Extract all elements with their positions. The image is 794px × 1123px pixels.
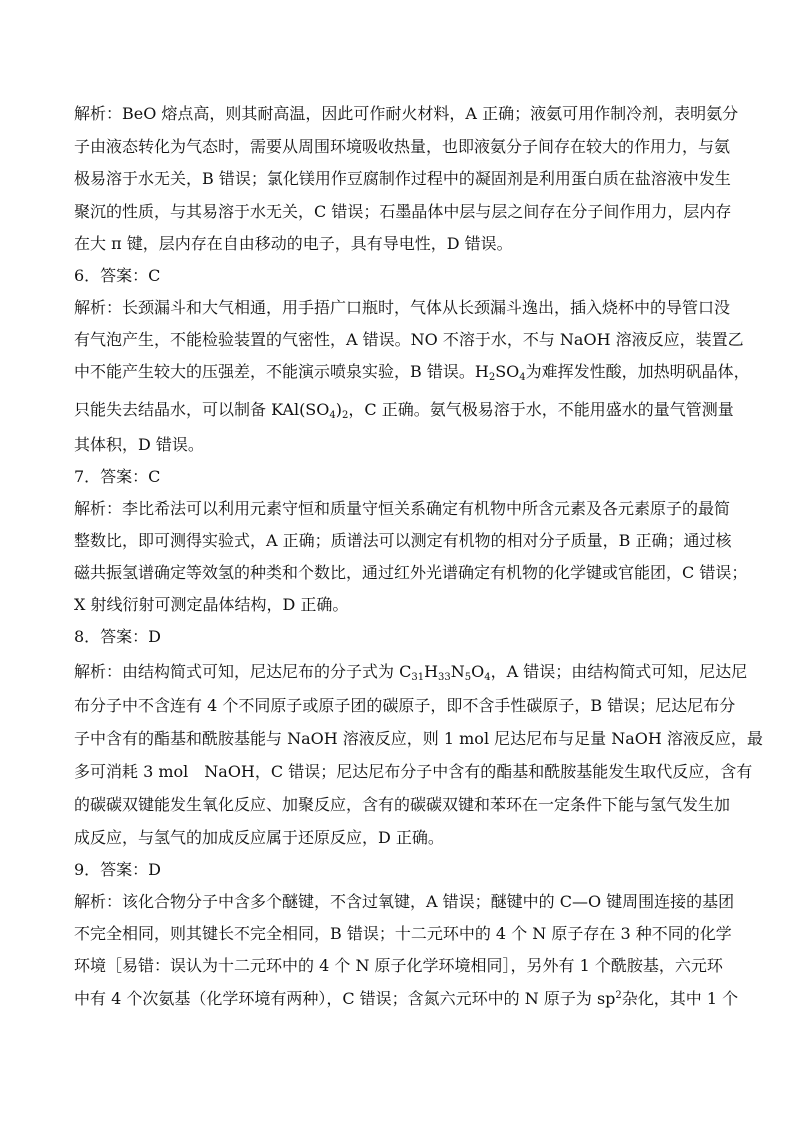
text-line: 磁共振氢谱确定等效氢的种类和个数比，通过红外光谱确定有机物的化学键或官能团，C 错误； — [74, 563, 748, 582]
subscript: 5 — [464, 672, 472, 683]
text-span: 解析：由结构简式可知，尼达尼布的分子式为 C — [74, 662, 412, 681]
text-line: 解析：长颈漏斗和大气相通，用手捂广口瓶时，气体从长颈漏斗逸出，插入烧杯中的导管口没 — [74, 298, 731, 317]
text-line — [74, 662, 748, 683]
text-span: 为难挥发性酸，加热明矾晶体， — [525, 362, 750, 381]
text-span: 中有 4 个次氨基（化学环境有两种），C 错误；含氮六元环中的 N 原子为 sp — [74, 989, 616, 1008]
text-line — [74, 989, 739, 1009]
text-span: SO — [495, 362, 520, 381]
text-line: 解析：该化合物分子中含多个醚键，不含过氧键，A 错误；醚键中的 C—O 键周围连接的基团 — [74, 892, 735, 911]
text-line — [74, 400, 734, 421]
subscript: 2 — [488, 372, 496, 383]
text-line: 其体积，D 错误。 — [74, 435, 204, 454]
answer-heading: 9．答案：D — [74, 860, 162, 879]
text-line: X 射线衍射可测定晶体结构，D 正确。 — [74, 595, 349, 614]
text-line: 极易溶于水无关，B 错误；氯化镁用作豆腐制作过程中的凝固剂是利用蛋白质在盐溶液中发生 — [74, 169, 731, 188]
text-line: 解析：李比希法可以利用元素守恒和质量守恒关系确定有机物中所含元素及各元素原子的最简 — [74, 499, 731, 518]
text-line: 多可消耗 3 mol NaOH，C 错误；尼达尼布分子中含有的酯基和酰胺基能发生取代反应，含有 — [74, 762, 753, 781]
text-span: N — [450, 662, 465, 681]
text-span: 中不能产生较大的压强差，不能演示喷泉实验，B 错误。H — [74, 362, 489, 381]
text-span: 只能失去结晶水，可以制备 KAl(SO — [74, 400, 330, 419]
text-span: ，A 错误；由结构简式可知，尼达尼 — [490, 662, 748, 681]
subscript: 4 — [329, 410, 336, 421]
text-line: 的碳碳双键能发生氧化反应、加聚反应，含有的碳碳双键和苯环在一定条件下能与氢气发生加 — [74, 795, 731, 814]
subscript: 4 — [519, 372, 526, 383]
text-line: 整数比，即可测得实验式，A 正确；质谱法可以测定有机物的相对分子质量，B 正确；通过核 — [74, 531, 732, 550]
answer-heading: 6．答案：C — [74, 266, 161, 285]
text-span: ) — [335, 400, 343, 419]
answer-heading: 7．答案：C — [74, 467, 161, 486]
text-line: 在大 π 键，层内存在自由移动的电子，具有导电性，D 错误。 — [74, 234, 513, 253]
text-line: 成反应，与氢气的加成反应属于还原反应，D 正确。 — [74, 828, 444, 847]
subscript: 2 — [342, 410, 349, 421]
text-line: 解析：BeO 熔点高，则其耐高温，因此可作耐火材料，A 正确；液氨可用作制冷剂，表明氨分 — [74, 104, 739, 123]
text-line: 聚沉的性质，与其易溶于水无关，C 错误；石墨晶体中层与层之间存在分子间作用力，层内存 — [74, 202, 732, 221]
subscript: 33 — [438, 672, 451, 683]
subscript: 31 — [411, 672, 425, 683]
text-line — [74, 362, 750, 383]
text-line: 环境［易错：误认为十二元环中的 4 个 N 原子化学环境相同］，另外有 1 个酰胺基，六元环 — [74, 956, 723, 975]
text-span: 杂化，其中 1 个 — [621, 989, 739, 1008]
text-line: 子中含有的酯基和酰胺基能与 NaOH 溶液反应，则 1 mol 尼达尼布与足量 NaOH 溶液反应，最 — [74, 729, 763, 748]
text-line: 布分子中不含连有 4 个不同原子或原子团的碳原子，即不含手性碳原子，B 错误；尼达尼布分 — [74, 696, 736, 715]
subscript: 4 — [484, 672, 491, 683]
text-span: H — [424, 662, 439, 681]
superscript: 2 — [615, 990, 622, 1001]
text-span: O — [471, 662, 485, 681]
text-line: 不完全相同，则其键长不完全相同，B 错误；十二元环中的 4 个 N 原子存在 3 种不同的化学 — [74, 924, 732, 943]
text-line: 有气泡产生，不能检验装置的气密性，A 错误。NO 不溶于水，不与 NaOH 溶液反应，装置乙 — [74, 330, 744, 349]
text-span: ，C 正确。氨气极易溶于水，不能用盛水的量气管测量 — [348, 400, 734, 419]
text-line: 子由液态转化为气态时，需要从周围环境吸收热量，也即液氨分子间存在较大的作用力，与氨 — [74, 137, 731, 156]
answer-heading: 8．答案：D — [74, 627, 162, 646]
